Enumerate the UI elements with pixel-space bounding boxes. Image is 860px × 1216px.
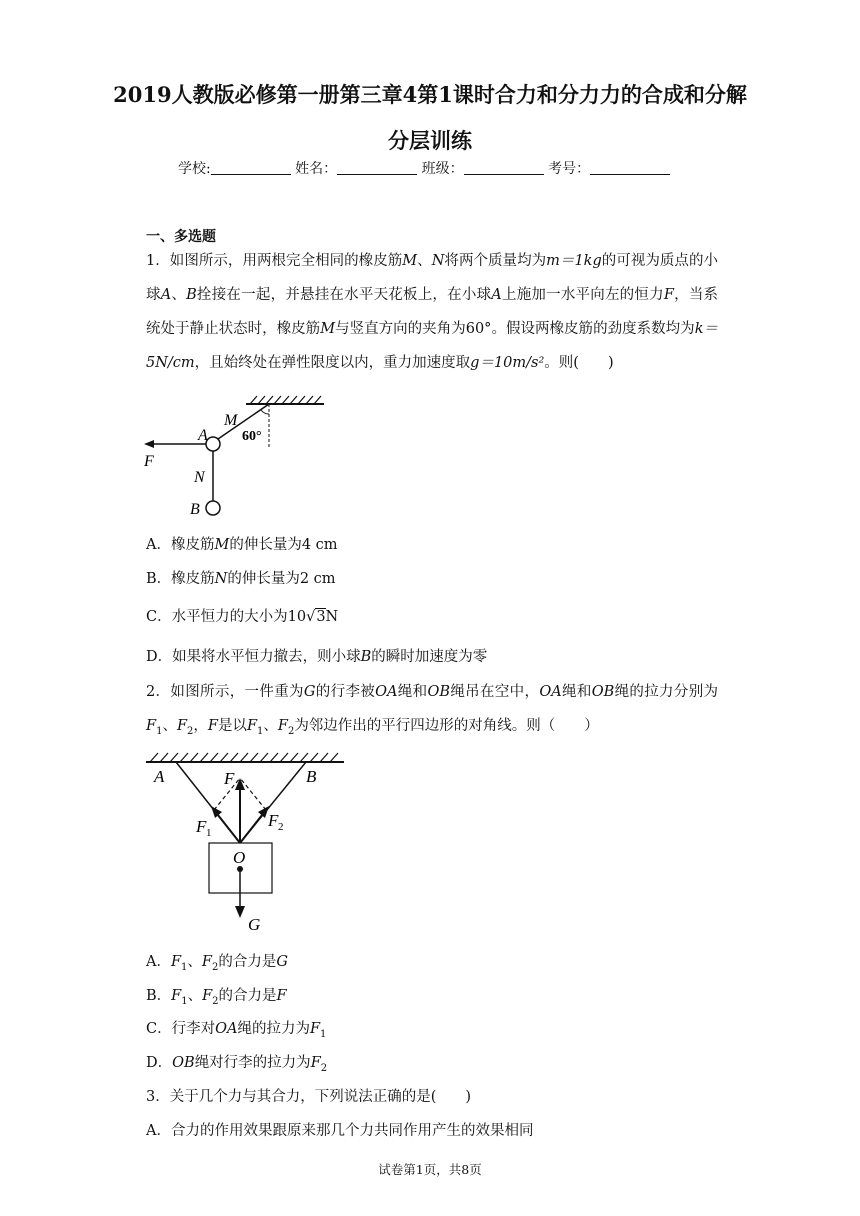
q3-option-a[interactable]: A．合力的作用效果跟原来那几个力共同作用产生的效果相同 (146, 1123, 534, 1139)
label-b: B (190, 501, 200, 518)
label-n: N (194, 469, 205, 486)
school-blank[interactable] (211, 160, 291, 175)
name-blank[interactable] (337, 160, 417, 175)
q2-option-b[interactable]: B．$F_1$、$F_2$的合力是F (146, 988, 287, 1007)
label-b: B (306, 767, 317, 786)
section-heading: 一、多选题 (146, 229, 216, 245)
question-2-text: 2．如图所示，一件重为G的行李被OA绳和OB绳吊在空中，OA绳和OB绳的拉力分别为$F_1$、$F_2$，F是以$F_1$、$F_2$为邻边作出的平行四边形的对角线。则（ ） (146, 684, 719, 737)
class-label: 班级： (421, 161, 464, 177)
question-3-text: 3．关于几个力与其合力，下列说法正确的是( ) (146, 1089, 472, 1105)
label-f2-sub: 2 (278, 821, 284, 833)
q1-option-d[interactable]: D．如果将水平恒力撤去，则小球B的瞬时加速度为零 (146, 649, 488, 665)
student-info-line (178, 158, 670, 178)
q2-option-c[interactable]: C．行李对OA绳的拉力为$F_1$ (146, 1021, 327, 1040)
label-f: F (224, 769, 235, 788)
question-1-figure (138, 392, 338, 522)
question-2-figure (140, 748, 350, 938)
label-f1-sub: 1 (206, 827, 212, 839)
q2-option-a[interactable]: A．$F_1$、$F_2$的合力是G (146, 954, 288, 973)
label-angle: 60° (242, 429, 262, 444)
school-label: 学校: (178, 161, 211, 177)
label-f: F (144, 453, 154, 470)
label-g: G (248, 915, 261, 934)
page-footer: 试卷第1页，共8页 (378, 1162, 482, 1177)
q2-option-d[interactable]: D．OB绳对行李的拉力为$F_2$ (146, 1055, 328, 1074)
label-f1: F (196, 817, 207, 836)
label-a: A (154, 767, 165, 786)
exam-number-label: 考号： (548, 161, 591, 177)
name-label: 姓名： (295, 161, 338, 177)
question-1-text: 1．如图所示，用两根完全相同的橡皮筋M、N将两个质量均为m＝1kg的可视为质点的小球A、B拴接在一起，并悬挂在水平天花板上，在小球A上施加一水平向左的恒力F，当系统处于静止状态时，橡皮筋M与竖直方向的夹角为60°。假设两橡皮筋的劲度系数均为k＝5N/cm，且始终处在弹性限度以内，重力加速度取g＝10m/s²。则( ) (146, 253, 719, 371)
exam-number-blank[interactable] (590, 160, 670, 175)
class-blank[interactable] (464, 160, 544, 175)
q1-option-b[interactable]: B．橡皮筋N的伸长量为2 cm (146, 571, 336, 587)
q1-option-a[interactable]: A．橡皮筋M的伸长量为4 cm (146, 537, 338, 553)
label-o: O (233, 848, 246, 867)
q1-option-c[interactable]: C．水平恒力的大小为10√3N (146, 609, 339, 625)
label-m: M (224, 412, 238, 429)
page-title: 2019人教版必修第一册第三章4第1课时合力和分力力的合成和分解分层训练 (113, 82, 747, 153)
label-f2: F (268, 811, 279, 830)
label-a: A (198, 427, 208, 444)
